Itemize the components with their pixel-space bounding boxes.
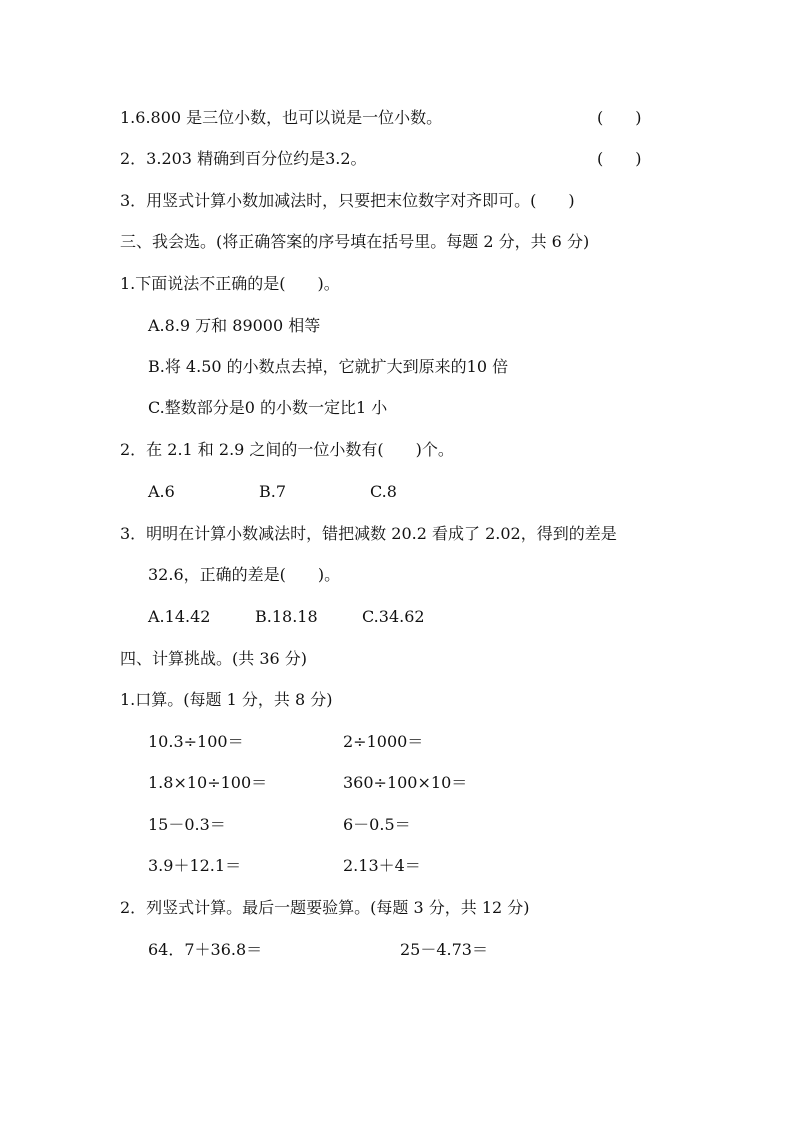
vertical-calc-title: 2．列竖式计算。最后一题要验算。(每题 3 分，共 12 分) <box>120 898 530 917</box>
choice-q2-option-a[interactable]: A.6 <box>148 482 175 501</box>
choice-q3-stem-line1: 3．明明在计算小数减法时，错把减数 20.2 看成了 2.02，得到的差是 <box>120 524 617 543</box>
oral-calc-title: 1.口算。(每题 1 分，共 8 分) <box>120 690 333 709</box>
judge-q3-text: 3．用竖式计算小数加减法时，只要把末位数字对齐即可。( ) <box>120 191 575 210</box>
vertical-item[interactable]: 64．7＋36.8＝ <box>148 940 263 959</box>
judge-q1-answer-paren[interactable]: ( ) <box>597 108 642 127</box>
choice-q2-option-b[interactable]: B.7 <box>259 482 287 501</box>
judge-q2-answer-paren[interactable]: ( ) <box>597 149 642 168</box>
oral-item[interactable]: 3.9＋12.1＝ <box>148 856 242 875</box>
oral-item[interactable]: 6－0.5＝ <box>343 815 411 834</box>
choice-q2-stem: 2．在 2.1 和 2.9 之间的一位小数有( )个。 <box>120 440 454 459</box>
section-four-heading: 四、计算挑战。(共 36 分) <box>120 649 308 668</box>
oral-item[interactable]: 15－0.3＝ <box>148 815 226 834</box>
choice-q3-option-b[interactable]: B.18.18 <box>255 607 318 626</box>
choice-q1-option-b[interactable]: B.将 4.50 的小数点去掉，它就扩大到原来的10 倍 <box>148 357 509 376</box>
oral-item[interactable]: 2÷1000＝ <box>343 732 424 751</box>
choice-q2-option-c[interactable]: C.8 <box>370 482 397 501</box>
judge-q1-text: 1.6.800 是三位小数，也可以说是一位小数。 <box>120 108 443 127</box>
vertical-item[interactable]: 25－4.73＝ <box>400 940 488 959</box>
choice-q3-option-c[interactable]: C.34.62 <box>362 607 425 626</box>
choice-q3-stem-line2: 32.6，正确的差是( )。 <box>148 565 341 584</box>
choice-q1-option-a[interactable]: A.8.9 万和 89000 相等 <box>148 316 321 335</box>
oral-item[interactable]: 360÷100×10＝ <box>343 773 468 792</box>
judge-q2-text: 2．3.203 精确到百分位约是3.2。 <box>120 149 367 168</box>
choice-q1-option-c[interactable]: C.整数部分是0 的小数一定比1 小 <box>148 398 388 417</box>
choice-q3-option-a[interactable]: A.14.42 <box>148 607 211 626</box>
oral-item[interactable]: 1.8×10÷100＝ <box>148 773 268 792</box>
oral-item[interactable]: 10.3÷100＝ <box>148 732 244 751</box>
choice-q1-stem: 1.下面说法不正确的是( )。 <box>120 274 340 293</box>
section-three-heading: 三、我会选。(将正确答案的序号填在括号里。每题 2 分，共 6 分) <box>120 232 590 251</box>
oral-item[interactable]: 2.13＋4＝ <box>343 856 421 875</box>
